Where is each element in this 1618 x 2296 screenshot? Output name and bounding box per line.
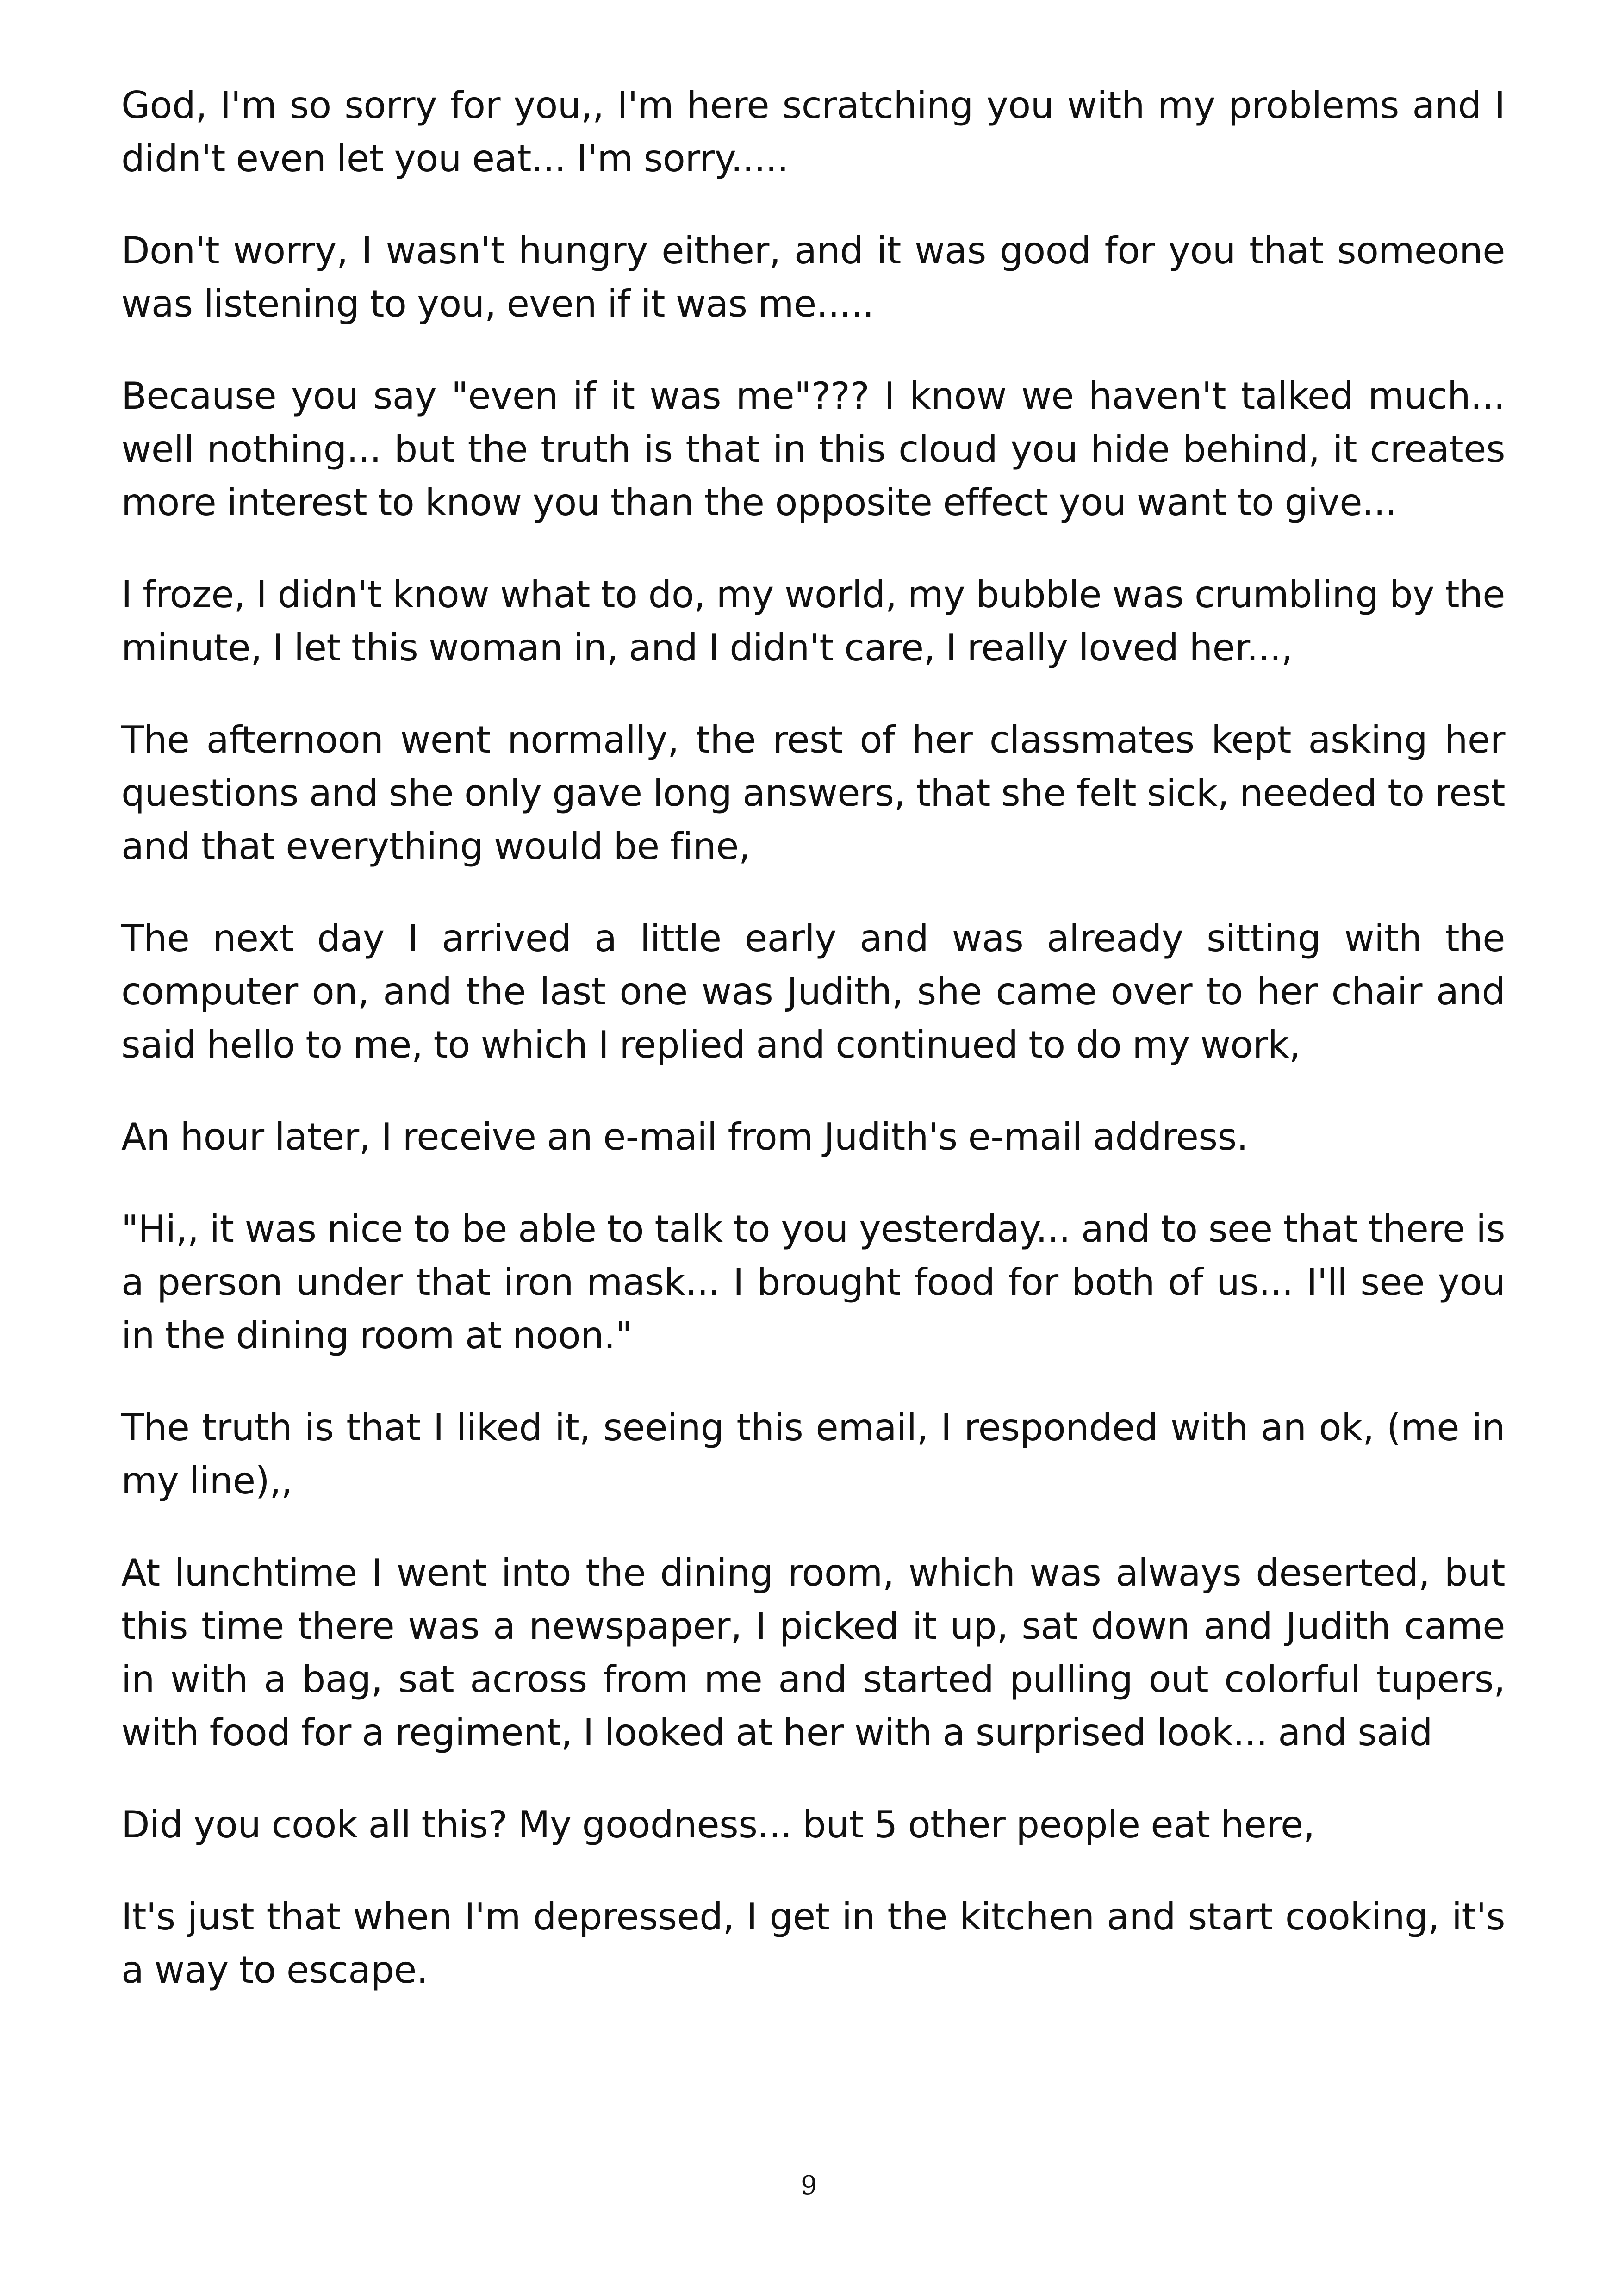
paragraph: Because you say "even if it was me"??? I know we haven't talked much... well nothing... but the truth is that in this cloud you hide behind, it creates more interest to know you than the opposite effect you want to give... — [121, 374, 1505, 524]
paragraph: The afternoon went normally, the rest of her classmates kept asking her questions and she only gave long answers, that she felt sick, needed to rest and that everything would be fine, — [121, 718, 1505, 868]
paragraph: At lunchtime I went into the dining room, which was always deserted, but this time there was a newspaper, I picked it up, sat down and Judith came in with a bag, sat across from me and started pulling out colorful tupers, with food for a regiment, I looked at her with a surprised look... and said — [121, 1551, 1505, 1754]
paragraph: The truth is that I liked it, seeing this email, I responded with an ok, (me in my line),, — [121, 1406, 1505, 1502]
paragraph: The next day I arrived a little early and was already sitting with the computer on, and the last one was Judith, she came over to her chair and said hello to me, to which I replied and continued to do my work, — [121, 917, 1505, 1066]
paragraph: It's just that when I'm depressed, I get in the kitchen and start cooking, it's a way to escape. — [121, 1895, 1505, 1991]
paragraph: Don't worry, I wasn't hungry either, and it was good for you that someone was listening to you, even if it was me..... — [121, 229, 1505, 325]
paragraph: Did you cook all this? My goodness... but 5 other people eat here, — [121, 1803, 1315, 1846]
paragraph: I froze, I didn't know what to do, my world, my bubble was crumbling by the minute, I let this woman in, and I didn't care, I really loved her..., — [121, 573, 1505, 669]
page-number: 9 — [801, 2171, 817, 2201]
paragraph: God, I'm so sorry for you,, I'm here scratching you with my problems and I didn't even let you eat... I'm sorry..... — [121, 84, 1505, 180]
paragraph: "Hi,, it was nice to be able to talk to you yesterday... and to see that there is a person under that iron mask... I brought food for both of us... I'll see you in the dining room at noon." — [121, 1207, 1505, 1357]
paragraph: An hour later, I receive an e-mail from Judith's e-mail address. — [121, 1115, 1248, 1158]
body-text — [121, 79, 1505, 2035]
